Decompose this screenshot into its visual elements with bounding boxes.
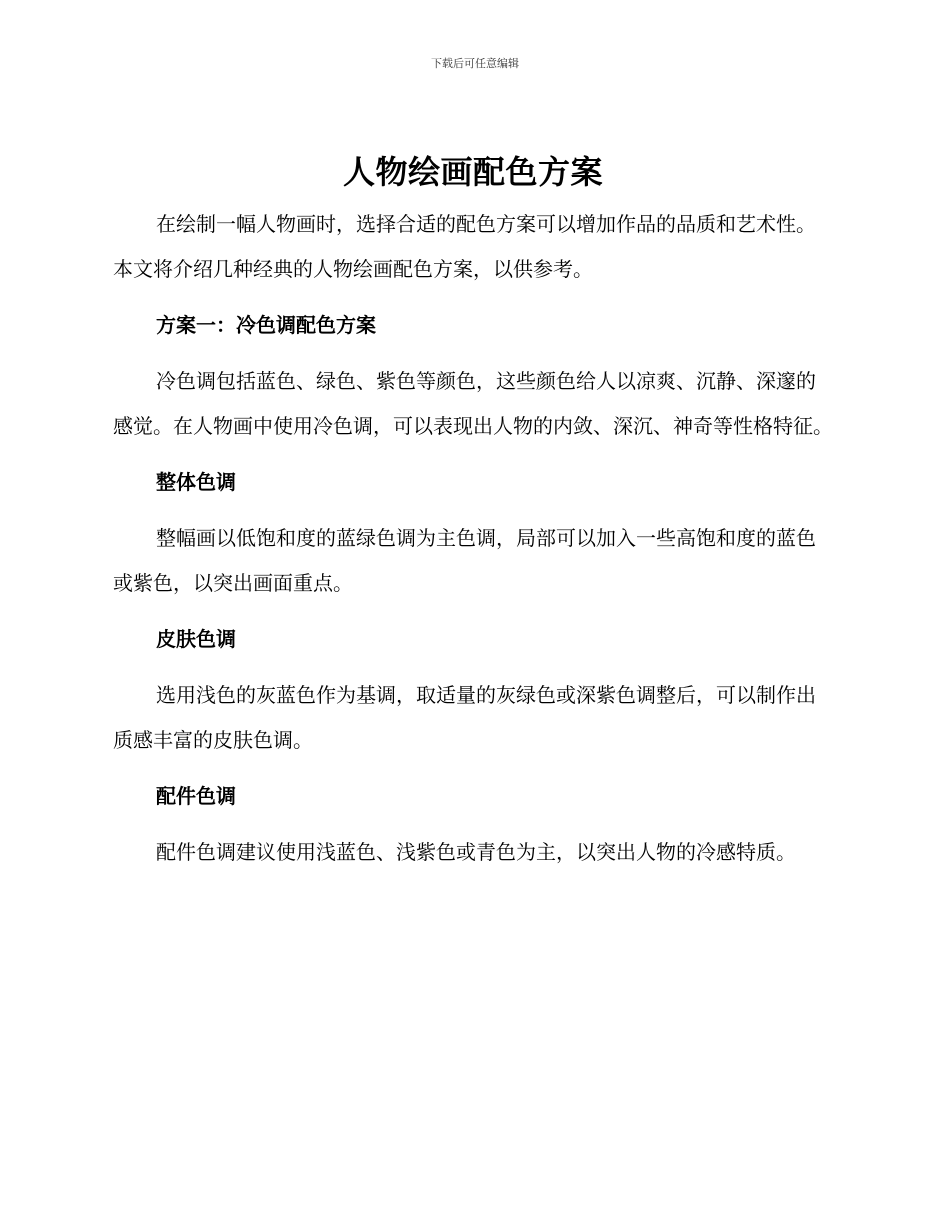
document-body (113, 148, 833, 886)
scheme1-description: 冷色调包括蓝色、绿色、紫色等颜色，这些颜色给人以凉爽、沉静、深邃的感觉。在人物画中使用冷色调，可以表现出人物的内敛、深沉、神奇等性格特征。 (113, 369, 833, 438)
overall-tone-text: 整幅画以低饱和度的蓝绿色调为主色调，局部可以加入一些高饱和度的蓝色或紫色，以突出画面重点。 (113, 526, 816, 595)
overall-tone-heading: 整体色调 (156, 470, 236, 494)
document-title: 人物绘画配色方案 (342, 153, 603, 191)
accessory-tone-text: 配件色调建议使用浅蓝色、浅紫色或青色为主，以突出人物的冷感特质。 (156, 840, 796, 864)
skin-tone-heading: 皮肤色调 (156, 627, 236, 651)
accessory-tone-heading: 配件色调 (156, 784, 236, 808)
header-note: 下载后可任意编辑 (431, 57, 519, 70)
intro-paragraph: 在绘制一幅人物画时，选择合适的配色方案可以增加作品的品质和艺术性。本文将介绍几种经典的人物绘画配色方案，以供参考。 (113, 212, 816, 281)
skin-tone-text: 选用浅色的灰蓝色作为基调，取适量的灰绿色或深紫色调整后，可以制作出质感丰富的皮肤色调。 (113, 683, 816, 752)
scheme1-heading: 方案一：冷色调配色方案 (156, 313, 376, 337)
